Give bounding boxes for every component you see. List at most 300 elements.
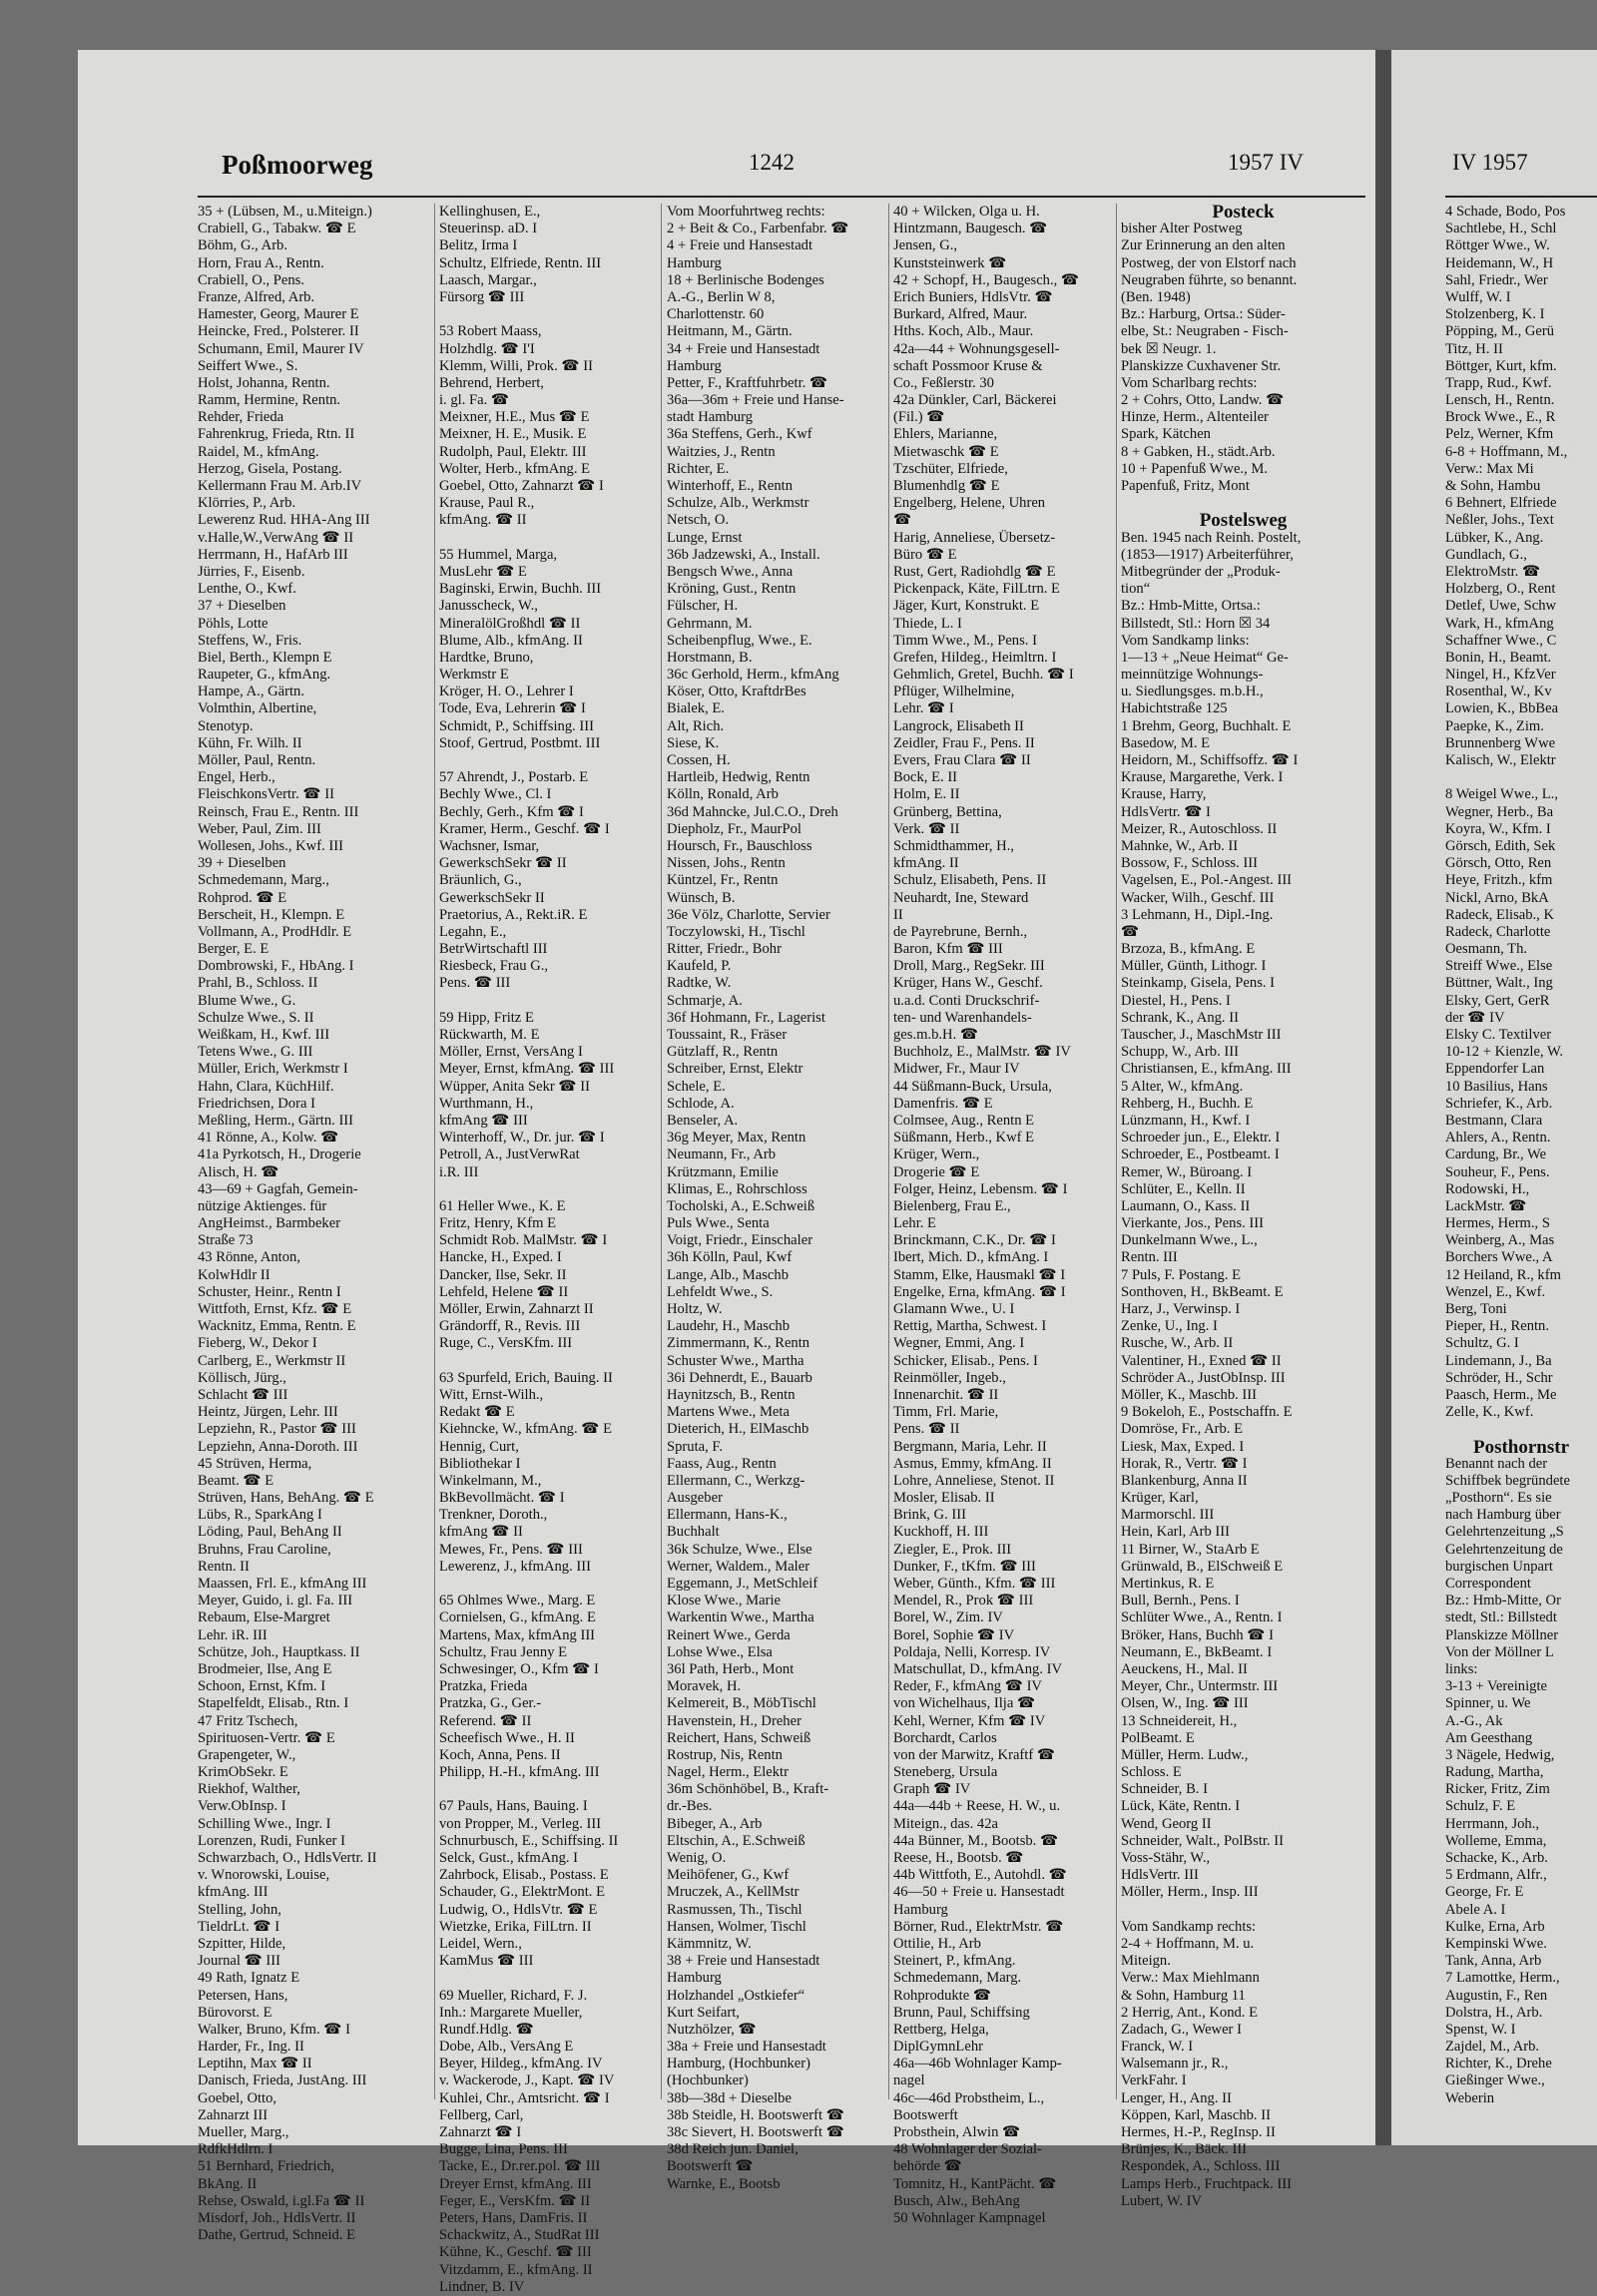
directory-entry: Spinner, u. We xyxy=(1445,1695,1531,1712)
directory-entry: Mosler, Elisab. II xyxy=(893,1490,995,1507)
directory-entry: 3 Nägele, Hedwig, xyxy=(1445,1746,1555,1763)
directory-entry: nach Hamburg über xyxy=(1445,1507,1561,1524)
directory-entry: Richter, E. xyxy=(667,460,730,477)
directory-entry: Poldaja, Nelli, Korresp. IV xyxy=(893,1643,1051,1660)
directory-entry: Bz.: Hmb-Mitte, Or xyxy=(1445,1593,1561,1609)
directory-entry: Bürovorst. E xyxy=(198,2004,272,2021)
directory-entry: 36g Meyer, Max, Rentn xyxy=(667,1130,806,1147)
directory-entry: Wacker, Wilh., Geschf. III xyxy=(1121,889,1275,906)
directory-entry: Röttger Wwe., W. xyxy=(1445,237,1550,254)
directory-entry: 61 Heller Wwe., K. E xyxy=(439,1197,566,1214)
directory-entry: 7 Puls, F. Postang. E xyxy=(1121,1266,1242,1283)
directory-entry: 50 Wohnlager Kampnagel xyxy=(893,2209,1046,2226)
directory-entry: Holzhandel „Ostkiefer“ xyxy=(667,1987,805,2004)
directory-entry: Bröker, Hans, Buchh ☎ I xyxy=(1121,1626,1274,1643)
directory-entry: 1 Brehm, Georg, Buchhalt. E xyxy=(1121,717,1292,734)
directory-entry: Schicker, Elisab., Pens. I xyxy=(893,1352,1038,1369)
directory-entry: Vom Sandkamp rechts: xyxy=(1121,1918,1257,1935)
directory-entry: Dombrowski, F., HbAng. I xyxy=(198,958,354,975)
directory-entry: Remer, W., Büroang. I xyxy=(1121,1163,1253,1180)
directory-entry: Faass, Aug., Rentn xyxy=(667,1455,777,1472)
directory-entry: Schneider, B. I xyxy=(1121,1781,1208,1798)
directory-entry: Herzog, Gisela, Postang. xyxy=(198,460,342,477)
directory-entry: Dunkelmann Wwe., L., xyxy=(1121,1232,1258,1249)
directory-entry: Scheefisch Wwe., H. II xyxy=(439,1729,575,1746)
directory-entry: Schupp, W., Arb. III xyxy=(1121,1044,1239,1061)
directory-entry: Blumenhdlg ☎ E xyxy=(893,478,1000,494)
directory-entry: Schütze, Joh., Hauptkass. II xyxy=(198,1643,360,1660)
directory-entry: Rohprod. ☎ E xyxy=(198,889,287,906)
directory-entry: Verk. ☎ II xyxy=(893,820,960,837)
directory-entry: 63 Spurfeld, Erich, Bauing. II xyxy=(439,1369,613,1386)
directory-entry: Horstmann, B. xyxy=(667,649,753,666)
directory-entry: Schnurbusch, E., Schiffsing. II xyxy=(439,1832,619,1849)
directory-entry: Schuster Wwe., Martha xyxy=(667,1352,804,1369)
directory-entry: Eltschin, A., E.Schweiß xyxy=(667,1832,805,1849)
directory-entry: Lehr. E xyxy=(893,1215,936,1232)
directory-entry: 38a + Freie und Hansestadt xyxy=(667,2039,826,2056)
directory-entry: 36b Jadzewski, A., Install. xyxy=(667,546,820,563)
directory-entry: Borel, W., Zim. IV xyxy=(893,1609,1003,1626)
directory-entry: PolBeamt. E xyxy=(1121,1729,1195,1746)
directory-entry: Paasch, Herm., Me xyxy=(1445,1386,1557,1403)
directory-entry: stedt, Stl.: Billstedt xyxy=(1445,1609,1557,1626)
directory-entry: Diepholz, Fr., MaurPol xyxy=(667,820,801,837)
directory-entry: Tzschüter, Elfriede, xyxy=(893,460,1008,477)
directory-entry: kfmAng. ☎ II xyxy=(439,512,527,529)
directory-entry: Schlüter Wwe., A., Rentn. I xyxy=(1121,1609,1283,1626)
directory-entry: Bräunlich, G., xyxy=(439,872,522,889)
directory-entry: Kehl, Werner, Kfm ☎ IV xyxy=(893,1712,1046,1729)
directory-entry: der ☎ IV xyxy=(1445,1009,1505,1026)
directory-entry: Horak, R., Vertr. ☎ I xyxy=(1121,1455,1248,1472)
directory-entry: FleischkonsVertr. ☎ II xyxy=(198,786,334,803)
directory-entry: 43—69 + Gagfah, Gemein- xyxy=(198,1180,358,1197)
directory-entry: Inh.: Margarete Mueller, xyxy=(439,2004,583,2021)
directory-entry: Hermes, Herm., S xyxy=(1445,1215,1550,1232)
directory-entry: Lübs, R., SparkAng I xyxy=(198,1507,322,1524)
directory-entry: Ludwig, O., HdlsVtr. ☎ E xyxy=(439,1901,598,1918)
directory-entry: Köser, Otto, KraftdrBes xyxy=(667,684,806,700)
directory-entry: Straße 73 xyxy=(198,1232,254,1249)
directory-entry: Ramm, Hermine, Rentn. xyxy=(198,392,341,409)
directory-entry: Walsemann jr., R., xyxy=(1121,2056,1229,2072)
directory-entry: Verw.: Max Miehlmann xyxy=(1121,1970,1260,1987)
directory-entry: Wietzke, Erika, FilLtrn. II xyxy=(439,1918,592,1935)
page-gutter xyxy=(1375,50,1391,2145)
directory-entry: Biel, Berth., Klempn E xyxy=(198,649,332,666)
directory-entry: Klose Wwe., Marie xyxy=(667,1593,782,1609)
directory-entry: Bugge, Lina, Pens. III xyxy=(439,2141,568,2158)
directory-entry: Lensch, H., Rentn. xyxy=(1445,392,1555,409)
directory-entry: Mertinkus, R. E xyxy=(1121,1576,1215,1592)
directory-entry: Posteck xyxy=(1212,204,1275,223)
directory-entry: Pflüger, Wilhelmine, xyxy=(893,684,1015,700)
directory-entry: Moravek, H. xyxy=(667,1678,742,1695)
directory-entry: Lübker, K., Ang. xyxy=(1445,529,1544,546)
directory-entry: Mendel, R., Prok ☎ III xyxy=(893,1593,1034,1609)
directory-entry: Harder, Fr., Ing. II xyxy=(198,2039,304,2056)
directory-entry: Koch, Anna, Pens. II xyxy=(439,1746,561,1763)
directory-entry: Ellermann, Hans-K., xyxy=(667,1507,788,1524)
directory-column-3 xyxy=(667,204,886,2193)
directory-entry: Fritz, Henry, Kfm E xyxy=(439,1215,556,1232)
directory-entry: Bialek, E. xyxy=(667,700,725,717)
directory-entry: Wurthmann, H., xyxy=(439,1095,534,1112)
directory-entry: Leidel, Wern., xyxy=(439,1935,522,1952)
directory-entry: Reinsch, Frau E., Rentn. III xyxy=(198,803,359,820)
directory-entry: Steinert, P., kfmAng. xyxy=(893,1953,1016,1970)
directory-entry: Eppendorfer Lan xyxy=(1445,1061,1545,1078)
directory-entry: Redakt ☎ E xyxy=(439,1404,515,1421)
directory-entry: 36m Schönhöbel, B., Kraft- xyxy=(667,1781,829,1798)
directory-entry: 9 Bokeloh, E., Postschaffn. E xyxy=(1121,1404,1293,1421)
directory-entry: Ottilie, H., Arb xyxy=(893,1935,981,1952)
directory-entry: Schulz, Elisabeth, Pens. II xyxy=(893,872,1047,889)
directory-entry: Blume, Alb., kfmAng. II xyxy=(439,632,583,649)
directory-entry: Kellinghusen, E., xyxy=(439,204,541,220)
directory-entry: links: xyxy=(1445,1660,1478,1677)
directory-entry: Planskizze Möllner xyxy=(1445,1626,1559,1643)
directory-entry: Kämmnitz, W. xyxy=(667,1935,752,1952)
directory-entry: 8 Weigel Wwe., L., xyxy=(1445,786,1558,803)
directory-entry: Lenger, H., Ang. II xyxy=(1121,2089,1232,2106)
directory-entry: 36k Schulze, Wwe., Else xyxy=(667,1541,812,1558)
directory-entry: Verw.: Max Mi xyxy=(1445,460,1534,477)
directory-entry: Toczylowski, H., Tischl xyxy=(667,923,805,940)
directory-entry: 40 + Wilcken, Olga u. H. xyxy=(893,204,1040,220)
directory-entry: Lehr. ☎ I xyxy=(893,700,954,717)
directory-entry: Klörries, P., Arb. xyxy=(198,495,296,512)
directory-entry: Rudolph, Paul, Elektr. III xyxy=(439,443,587,460)
directory-entry: 2 + Cohrs, Otto, Landw. ☎ xyxy=(1121,392,1285,409)
directory-entry: Vitzdamm, E., kfmAng. II xyxy=(439,2261,593,2278)
directory-entry: BetrWirtschaftl III xyxy=(439,941,548,958)
directory-entry: Riekhof, Walther, xyxy=(198,1781,300,1798)
directory-entry: Hein, Karl, Arb III xyxy=(1121,1524,1231,1541)
directory-entry: Gelehrtenzeitung „S xyxy=(1445,1524,1564,1541)
directory-entry: Stenotyp. xyxy=(198,717,254,734)
directory-entry: Wulff, W. I xyxy=(1445,288,1511,305)
directory-entry: Schmidt Rob. MalMstr. ☎ I xyxy=(439,1232,608,1249)
directory-entry: Kulke, Erna, Arb xyxy=(1445,1918,1545,1935)
directory-entry: Netsch, O. xyxy=(667,512,730,529)
directory-entry xyxy=(439,306,654,323)
directory-entry: Haynitzsch, B., Rentn xyxy=(667,1386,796,1403)
directory-entry: Benseler, A. xyxy=(667,1112,739,1129)
directory-entry: 46c—46d Probstheim, L., xyxy=(893,2089,1045,2106)
directory-entry: Küntzel, Fr., Rentn xyxy=(667,872,779,889)
directory-entry: 65 Ohlmes Wwe., Marg. E xyxy=(439,1593,596,1609)
directory-entry: Wenig, O. xyxy=(667,1850,727,1866)
directory-entry: Heitmann, M., Gärtn. xyxy=(667,323,793,340)
directory-entry: Schoon, Ernst, Kfm. I xyxy=(198,1678,326,1695)
directory-entry: Schaffner Wwe., C xyxy=(1445,632,1557,649)
directory-entry: Dathe, Gertrud, Schneid. E xyxy=(198,2227,356,2244)
directory-entry: Schreiber, Ernst, Elektr xyxy=(667,1061,803,1078)
directory-entry: Billstedt, Stl.: Horn ☒ 34 xyxy=(1121,615,1271,632)
directory-entry: Ritter, Friedr., Bohr xyxy=(667,941,782,958)
directory-entry: Planskizze Cuxhavener Str. xyxy=(1121,357,1282,374)
directory-entry: Brodmeier, Ilse, Ang E xyxy=(198,1660,332,1677)
directory-entry: Engel, Herb., xyxy=(198,769,275,786)
directory-entry: Dobe, Alb., VersAng E xyxy=(439,2039,574,2056)
directory-entry: Fieberg, W., Dekor I xyxy=(198,1335,317,1352)
directory-entry: Zeidler, Frau F., Pens. II xyxy=(893,734,1035,751)
directory-entry: Hamburg xyxy=(667,1970,722,1987)
directory-entry: kfmAng. II xyxy=(893,855,959,872)
directory-entry: Fellberg, Carl, xyxy=(439,2106,524,2123)
directory-entry: Glamann Wwe., U. I xyxy=(893,1301,1015,1317)
directory-entry: 44b Wittfoth, E., Autohdl. ☎ xyxy=(893,1867,1067,1884)
directory-entry: de Payrebrune, Bernh., xyxy=(893,923,1028,940)
directory-entry: Kuckhoff, H. III xyxy=(893,1524,989,1541)
directory-entry: Dancker, Ilse, Sekr. II xyxy=(439,1266,567,1283)
directory-entry: 57 Ahrendt, J., Postarb. E xyxy=(439,769,589,786)
directory-entry: ElektroMstr. ☎ xyxy=(1445,563,1541,580)
directory-entry xyxy=(1445,1421,1597,1438)
directory-entry: Lindemann, J., Ba xyxy=(1445,1352,1552,1369)
directory-entry: Büttner, Walt., Ing xyxy=(1445,975,1553,992)
directory-entry: 36f Hohmann, Fr., Lagerist xyxy=(667,1009,825,1026)
directory-entry: Toussaint, R., Fräser xyxy=(667,1027,788,1043)
directory-entry: Radung, Martha, xyxy=(1445,1764,1544,1781)
directory-entry: Fülscher, H. xyxy=(667,598,739,615)
directory-entry: Krüger, Hans W., Geschf. xyxy=(893,975,1043,992)
directory-entry: Bibeger, A., Arb xyxy=(667,1815,763,1832)
directory-entry: Oesmann, Th. xyxy=(1445,941,1528,958)
directory-entry: Wittfoth, Ernst, Kfz. ☎ E xyxy=(198,1301,352,1317)
directory-entry: (Fil.) ☎ xyxy=(893,409,945,426)
directory-entry: Brünjes, K., Bäck. III xyxy=(1121,2141,1248,2158)
directory-entry: Steffens, W., Fris. xyxy=(198,632,302,649)
directory-entry: Kühn, Fr. Wilh. II xyxy=(198,734,302,751)
directory-entry: Journal ☎ III xyxy=(198,1953,281,1970)
directory-entry: Lepziehn, Anna-Doroth. III xyxy=(198,1438,358,1455)
directory-entry: Müller, Herm. Ludw., xyxy=(1121,1746,1249,1763)
directory-entry: Schroeder, E., Postbeamt. I xyxy=(1121,1147,1280,1163)
directory-entry: 42a—44 + Wohnungsgesell- xyxy=(893,340,1060,357)
directory-entry: 3 Lehmann, H., Dipl.-Ing. xyxy=(1121,906,1274,923)
directory-entry: Miteign., das. 42a xyxy=(893,1815,998,1832)
directory-entry: Heincke, Fred., Polsterer. II xyxy=(198,323,359,340)
directory-entry: Burkard, Alfred, Maur. xyxy=(893,306,1028,323)
directory-entry: Winterhoff, W., Dr. jur. ☎ I xyxy=(439,1130,605,1147)
directory-entry: Pratzka, G., Ger.- xyxy=(439,1695,542,1712)
directory-entry: Zimmermann, K., Rentn xyxy=(667,1335,810,1352)
directory-entry: Rostrup, Nis, Rentn xyxy=(667,1746,783,1763)
directory-entry: Peters, Hans, DamFris. II xyxy=(439,2209,588,2226)
directory-column-1 xyxy=(198,204,429,2244)
directory-entry: Radeck, Elisab., K xyxy=(1445,906,1555,923)
directory-entry: 36a—36m + Freie und Hanse- xyxy=(667,392,844,409)
directory-entry: Holm, E. II xyxy=(893,786,960,803)
directory-entry: Vom Moorfuhrtweg rechts: xyxy=(667,204,825,220)
directory-entry: Kellermann Frau M. Arb.IV xyxy=(198,478,362,494)
directory-entry: Busch, Alw., BehAng xyxy=(893,2192,1020,2209)
directory-entry: Hamburg xyxy=(667,254,722,271)
directory-entry: Mruczek, A., KellMstr xyxy=(667,1884,799,1901)
directory-entry: Voigt, Friedr., Einschaler xyxy=(667,1232,813,1249)
directory-entry: Jensen, G., xyxy=(893,237,958,254)
directory-entry: Titz, H. II xyxy=(1445,340,1503,357)
directory-entry: Misdorf, Joh., HdlsVertr. II xyxy=(198,2209,356,2226)
directory-entry: 39 + Dieselben xyxy=(198,855,286,872)
directory-entry: Ziegler, E., Prok. III xyxy=(893,1541,1012,1558)
directory-entry: 36l Path, Herb., Mont xyxy=(667,1660,795,1677)
directory-entry: Abele A. I xyxy=(1445,1901,1506,1918)
directory-entry: Reder, F., kfmAng ☎ IV xyxy=(893,1678,1042,1695)
directory-entry: Wegner, Herb., Ba xyxy=(1445,803,1554,820)
directory-entry: KrimObSekr. E xyxy=(198,1764,288,1781)
directory-entry: Petersen, Hans, xyxy=(198,1987,288,2004)
directory-entry: Grapengeter, W., xyxy=(198,1746,296,1763)
directory-entry: Hths. Koch, Alb., Maur. xyxy=(893,323,1034,340)
directory-entry: Alisch, H. ☎ xyxy=(198,1163,279,1180)
directory-entry xyxy=(439,530,654,547)
directory-entry: 2-4 + Hoffmann, M. u. xyxy=(1121,1935,1255,1952)
directory-entry: Krause, Margarethe, Verk. I xyxy=(1121,769,1284,786)
directory-entry: Puls Wwe., Senta xyxy=(667,1215,770,1232)
directory-entry: 10 + Papenfuß Wwe., M. xyxy=(1121,460,1268,477)
directory-entry xyxy=(439,1970,654,1987)
directory-entry: Postweg, der von Elstorf nach xyxy=(1121,254,1297,271)
directory-entry: von der Marwitz, Kraftf ☎ xyxy=(893,1746,1056,1763)
directory-entry: Hardtke, Bruno, xyxy=(439,649,534,666)
directory-entry: 34 + Freie und Hansestadt xyxy=(667,340,820,357)
directory-entry: Hinze, Herm., Altenteiler xyxy=(1121,409,1269,426)
directory-entry: Rebaum, Else-Margret xyxy=(198,1609,330,1626)
directory-entry: Grefen, Hildeg., Heimltrn. I xyxy=(893,649,1057,666)
directory-entry: Bz.: Harburg, Ortsa.: Süder- xyxy=(1121,306,1286,323)
directory-entry: Winkelmann, M., xyxy=(439,1472,542,1489)
directory-entry: Danisch, Frieda, JustAng. III xyxy=(198,2072,367,2089)
directory-entry: Ellermann, C., Werkzg- xyxy=(667,1472,805,1489)
directory-entry: Dolstra, H., Arb. xyxy=(1445,2004,1543,2021)
directory-entry: Dunker, F., tKfm. ☎ III xyxy=(893,1558,1036,1575)
directory-entry: KolwHdlr II xyxy=(198,1266,270,1283)
directory-entry: Am Geesthang xyxy=(1445,1729,1533,1746)
directory-entry: Schmidt, P., Schiffsing. III xyxy=(439,717,594,734)
directory-entry: Schlacht ☎ III xyxy=(198,1386,288,1403)
directory-entry: Brunn, Paul, Schiffsing xyxy=(893,2004,1030,2021)
directory-entry: Szpitter, Hilde, xyxy=(198,1935,286,1952)
directory-entry: Wachsner, Ismar, xyxy=(439,837,540,854)
column-divider xyxy=(888,204,889,2099)
directory-entry: Kunststeinwerk ☎ xyxy=(893,254,1007,271)
directory-entry: Basedow, M. E xyxy=(1121,734,1211,751)
directory-entry: Gehrmann, M. xyxy=(667,615,753,632)
directory-entry: Midwer, Fr., Maur IV xyxy=(893,1061,1020,1078)
directory-entry: Möller, Erwin, Zahnarzt II xyxy=(439,1301,594,1317)
directory-entry: bisher Alter Postweg xyxy=(1121,221,1243,237)
directory-entry: burgischen Unpart xyxy=(1445,1558,1553,1575)
directory-entry: Reinert Wwe., Gerda xyxy=(667,1626,791,1643)
directory-entry: Lehr. iR. III xyxy=(198,1626,267,1643)
directory-entry: Warkentin Wwe., Martha xyxy=(667,1609,814,1626)
directory-entry: Riesbeck, Frau G., xyxy=(439,958,549,975)
directory-entry: 53 Robert Maass, xyxy=(439,323,542,340)
directory-entry: Trapp, Rud., Kwf. xyxy=(1445,374,1552,391)
directory-entry: GewerkschSekr II xyxy=(439,889,545,906)
directory-entry: Richter, K., Drehe xyxy=(1445,2056,1552,2072)
directory-entry: Blume Wwe., G. xyxy=(198,992,296,1009)
directory-entry: Weber, Paul, Zim. III xyxy=(198,820,321,837)
directory-entry: Crabiell, O., Pens. xyxy=(198,271,305,288)
directory-entry: Stelling, John, xyxy=(198,1901,281,1918)
directory-entry: v. Wackerode, J., Kapt. ☎ IV xyxy=(439,2072,615,2089)
directory-entry: Werkmstr E xyxy=(439,667,509,684)
directory-entry: Cossen, H. xyxy=(667,752,731,768)
directory-entry: Gundlach, G., xyxy=(1445,546,1527,563)
directory-entry: 36i Dehnerdt, E., Bauarb xyxy=(667,1369,812,1386)
directory-entry: Schulze Wwe., S. II xyxy=(198,1009,314,1026)
directory-entry: Weißkam, H., Kwf. III xyxy=(198,1027,330,1043)
directory-entry: Kiehncke, W., kfmAng. ☎ E xyxy=(439,1421,613,1438)
directory-entry: Correspondent xyxy=(1445,1576,1531,1592)
directory-entry: Meixner, H. E., Musik. E xyxy=(439,426,587,443)
directory-entry: Rentn. III xyxy=(1121,1249,1178,1266)
directory-entry: Goebel, Otto, xyxy=(198,2089,277,2106)
directory-entry: Schulz, F. E xyxy=(1445,1798,1516,1815)
directory-entry: Laudehr, H., Maschb xyxy=(667,1318,791,1335)
directory-entry: Buchhalt xyxy=(667,1524,720,1541)
directory-entry: 36c Gerhold, Herm., kfmAng xyxy=(667,667,839,684)
directory-entry: Nagel, Herm., Elektr xyxy=(667,1764,789,1781)
directory-entry: Cornielsen, G., kfmAng. E xyxy=(439,1609,596,1626)
directory-entry: Sahl, Friedr., Wer xyxy=(1445,271,1548,288)
directory-entry: Witt, Ernst-Wilh., xyxy=(439,1386,544,1403)
directory-entry: Lamps Herb., Fruchtpack. III xyxy=(1121,2175,1293,2192)
directory-entry: 67 Pauls, Hans, Bauing. I xyxy=(439,1798,588,1815)
directory-entry: Schwarzbach, O., HdlsVertr. II xyxy=(198,1850,377,1866)
directory-entry: Tode, Eva, Lehrerin ☎ I xyxy=(439,700,586,717)
directory-entry: Krause, Harry, xyxy=(1121,786,1207,803)
directory-entry: 1—13 + „Neue Heimat“ Ge- xyxy=(1121,649,1289,666)
directory-entry: Damenfris. ☎ E xyxy=(893,1095,993,1112)
directory-entry: Schumann, Emil, Maurer IV xyxy=(198,340,364,357)
directory-entry: 36a Steffens, Gerh., Kwf xyxy=(667,426,812,443)
directory-entry: Fürsorg ☎ III xyxy=(439,288,525,305)
directory-entry: Harz, J., Verwinsp. I xyxy=(1121,1301,1241,1317)
column-divider xyxy=(434,204,435,2099)
directory-entry: Zahrbock, Elisab., Postass. E xyxy=(439,1867,609,1884)
directory-entry: Bestmann, Clara xyxy=(1445,1112,1543,1129)
directory-entry: Raupeter, G., kfmAng. xyxy=(198,667,331,684)
directory-entry: Feger, E., VersKfm. ☎ II xyxy=(439,2192,591,2209)
directory-entry: Ricker, Fritz, Zim xyxy=(1445,1781,1550,1798)
directory-entry: Rust, Gert, Radiohdlg ☎ E xyxy=(893,563,1056,580)
directory-entry: Schuster, Heinr., Rentn I xyxy=(198,1283,341,1300)
directory-entry: Postelsweg xyxy=(1199,510,1288,532)
directory-entry: 36h Kölln, Paul, Kwf xyxy=(667,1249,793,1266)
directory-entry: 38c Sievert, H. Bootswerft ☎ xyxy=(667,2124,844,2140)
directory-entry: u.a.d. Conti Druckschrif- xyxy=(893,992,1040,1009)
directory-entry xyxy=(439,752,654,769)
directory-entry: Reichert, Hans, Schweiß xyxy=(667,1729,811,1746)
directory-entry: Schauder, G., ElektrMont. E xyxy=(439,1884,605,1901)
directory-entry: Lange, Alb., Maschb xyxy=(667,1266,789,1283)
directory-entry: Steuerinsp. aD. I xyxy=(439,221,538,237)
directory-entry: Bossow, F., Schloss. III xyxy=(1121,855,1258,872)
directory-entry: Elsky C. Textilver xyxy=(1445,1027,1552,1043)
directory-entry: Von der Möllner L xyxy=(1445,1643,1554,1660)
directory-entry: behörde ☎ xyxy=(893,2158,962,2175)
directory-entry: Kramer, Herm., Geschf. ☎ I xyxy=(439,820,610,837)
directory-entry: Goebel, Otto, Zahnarzt ☎ I xyxy=(439,478,604,494)
directory-entry: Rentn. II xyxy=(198,1558,250,1575)
directory-entry: Schlüter, E., Kelln. II xyxy=(1121,1180,1246,1197)
